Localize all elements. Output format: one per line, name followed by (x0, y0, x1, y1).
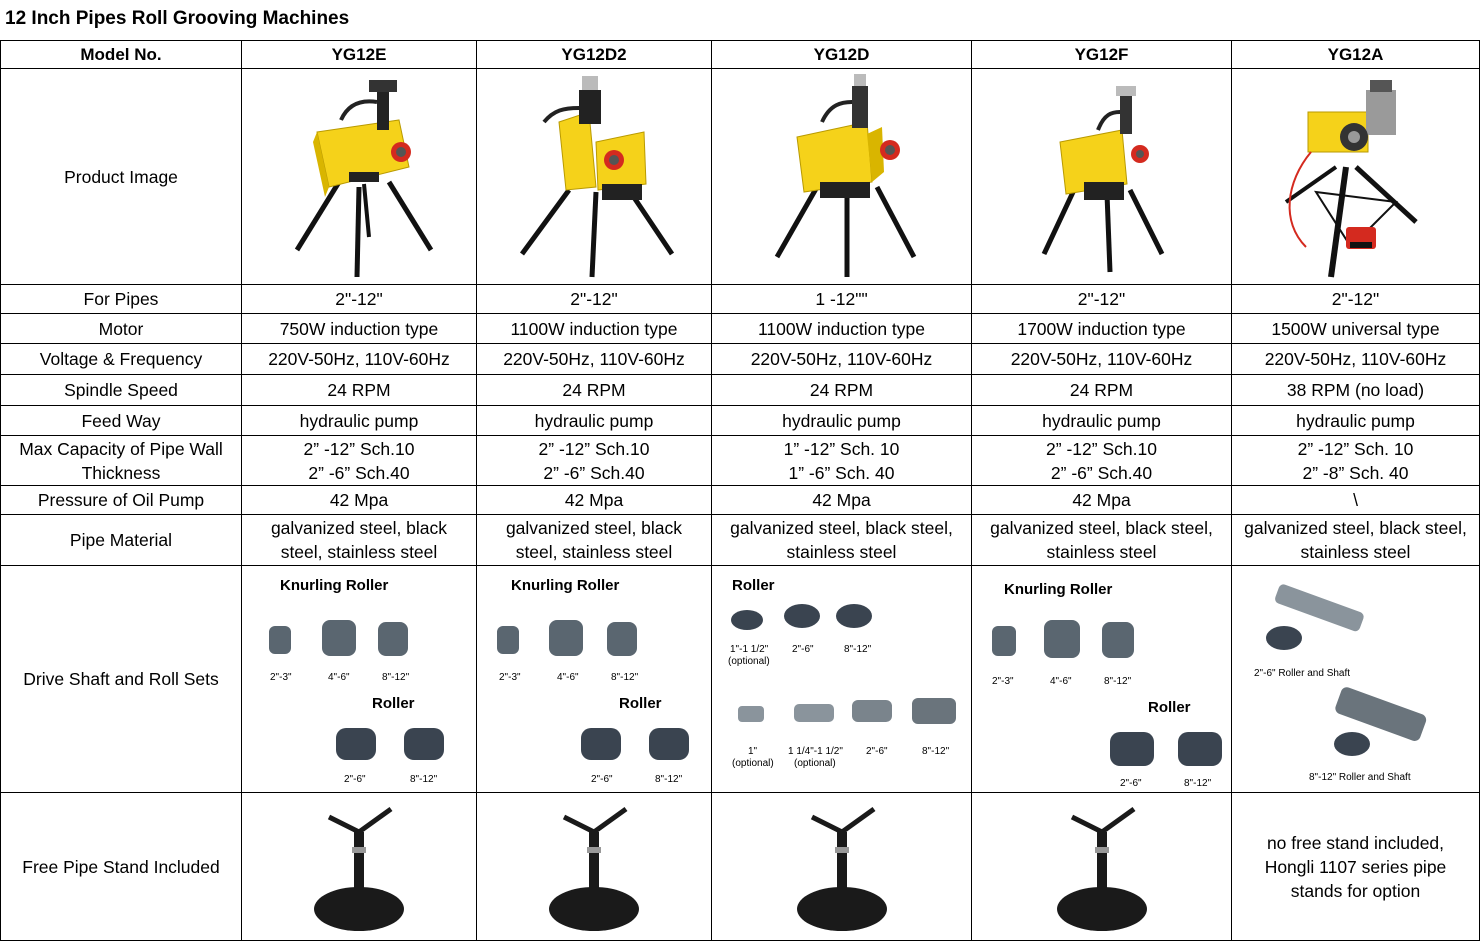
value-cell: 42 Mpa (712, 486, 972, 515)
value-cell: 1100W induction type (477, 314, 712, 344)
size-label: 4"-6" (1050, 676, 1072, 687)
roller-label: Roller (1148, 699, 1191, 716)
size-label: 2"-3" (270, 672, 292, 683)
row-label: Motor (1, 314, 242, 344)
row-feed-way (1, 406, 1480, 436)
product-image-yg12d2 (477, 69, 712, 285)
product-image-yg12d (712, 69, 972, 285)
optional-label: (optional) (728, 656, 770, 667)
value-cell: 2” -12” Sch. 10 2” -8” Sch. 40 (1232, 436, 1480, 486)
shaft-icon (794, 704, 834, 722)
size-label: 1" (748, 746, 758, 757)
value-cell: 42 Mpa (972, 486, 1232, 515)
value-cell: 220V-50Hz, 110V-60Hz (712, 344, 972, 375)
row-label: Voltage & Frequency (1, 344, 242, 375)
row-oil-pressure (1, 486, 1480, 515)
value-cell: 220V-50Hz, 110V-60Hz (972, 344, 1232, 375)
value-cell: 24 RPM (972, 375, 1232, 406)
roller-icon (497, 626, 519, 654)
row-voltage (1, 344, 1480, 375)
value-cell: 220V-50Hz, 110V-60Hz (242, 344, 477, 375)
header-label: Model No. (1, 41, 242, 69)
roll-set-illustration (974, 568, 1229, 790)
size-label: 2"-6" (1120, 778, 1142, 789)
product-image-label: Product Image (1, 69, 242, 285)
product-image-yg12f (972, 69, 1232, 285)
roller-icon (992, 626, 1016, 656)
caption: 8"-12" Roller and Shaft (1308, 772, 1411, 783)
value-cell: 220V-50Hz, 110V-60Hz (477, 344, 712, 375)
value-cell: 1700W induction type (972, 314, 1232, 344)
shaft-icon (1273, 583, 1364, 633)
value-cell: galvanized steel, black steel, stainless steel (477, 515, 712, 566)
roller-icon (336, 728, 376, 760)
optional-label: (optional) (794, 758, 836, 769)
product-image-row (1, 69, 1480, 285)
model-yg12a: YG12A (1232, 41, 1480, 69)
spec-table (0, 40, 1480, 941)
roll-set-yg12e (242, 566, 477, 793)
roll-set-illustration (714, 568, 969, 790)
value-cell: 2"-12" (1232, 285, 1480, 314)
page-title: 12 Inch Pipes Roll Grooving Machines (5, 8, 350, 29)
shaft-icon (852, 700, 892, 722)
grooving-machine-icon (269, 72, 449, 282)
roller-icon (269, 626, 291, 654)
knurling-roller-label: Knurling Roller (511, 577, 620, 594)
grooving-machine-icon (752, 72, 932, 282)
size-label: 4"-6" (557, 672, 579, 683)
model-yg12f: YG12F (972, 41, 1232, 69)
row-label: Free Pipe Stand Included (1, 793, 242, 941)
row-for-pipes (1, 285, 1480, 314)
roller-icon (581, 728, 621, 760)
roller-icon (1102, 622, 1134, 658)
value-cell: galvanized steel, black steel, stainless steel (242, 515, 477, 566)
value-cell: 1100W induction type (712, 314, 972, 344)
roller-label: Roller (732, 577, 775, 594)
row-label: For Pipes (1, 285, 242, 314)
roll-set-illustration (1234, 568, 1478, 790)
grooving-machine-icon (1266, 72, 1446, 282)
roller-icon (731, 610, 763, 630)
roller-icon (404, 728, 444, 760)
value-cell: 1500W universal type (1232, 314, 1480, 344)
size-label: 8"-12" (611, 672, 639, 683)
stand-yg12e (242, 793, 477, 941)
size-label: 8"-12" (1184, 778, 1212, 789)
pipe-stand-icon (1042, 797, 1162, 937)
value-cell: 2"-12" (242, 285, 477, 314)
value-cell: 38 RPM (no load) (1232, 375, 1480, 406)
value-cell: 220V-50Hz, 110V-60Hz (1232, 344, 1480, 375)
model-yg12d2: YG12D2 (477, 41, 712, 69)
row-label: Drive Shaft and Roll Sets (1, 566, 242, 793)
roller-icon (549, 620, 583, 656)
product-image-yg12a (1232, 69, 1480, 285)
product-image-yg12e (242, 69, 477, 285)
value-cell: 2” -12” Sch.10 2” -6” Sch.40 (242, 436, 477, 486)
row-label: Spindle Speed (1, 375, 242, 406)
value-cell: \ (1232, 486, 1480, 515)
value-cell: 1 -12"" (712, 285, 972, 314)
row-pipe-material (1, 515, 1480, 566)
roller-icon (1178, 732, 1222, 766)
size-label: 8"-12" (382, 672, 410, 683)
knurling-roller-label: Knurling Roller (1004, 581, 1113, 598)
roller-icon (649, 728, 689, 760)
shaft-icon (738, 706, 764, 722)
row-drive-shaft (1, 566, 1480, 793)
row-label: Pipe Material (1, 515, 242, 566)
value-cell: 42 Mpa (477, 486, 712, 515)
pipe-stand-icon (299, 797, 419, 937)
size-label: 8"-12" (844, 644, 872, 655)
row-spindle-speed (1, 375, 1480, 406)
value-cell: galvanized steel, black steel, stainless steel (1232, 515, 1480, 566)
stand-yg12f (972, 793, 1232, 941)
value-cell: 750W induction type (242, 314, 477, 344)
pipe-stand-icon (782, 797, 902, 937)
roller-label: Roller (619, 695, 662, 712)
size-label: 1 1/4"-1 1/2" (788, 746, 843, 757)
row-max-capacity (1, 436, 1480, 486)
roller-icon (322, 620, 356, 656)
value-cell: 42 Mpa (242, 486, 477, 515)
size-label: 2"-6" (792, 644, 814, 655)
row-label: Feed Way (1, 406, 242, 436)
row-motor (1, 314, 1480, 344)
value-cell: 1” -12” Sch. 10 1” -6” Sch. 40 (712, 436, 972, 486)
value-cell: hydraulic pump (972, 406, 1232, 436)
size-label: 2"-6" (866, 746, 888, 757)
stand-yg12a-note: no free stand included, Hongli 1107 series pipe stands for option (1232, 793, 1480, 941)
roller-icon (378, 622, 408, 656)
page-title-bar (0, 0, 1481, 40)
roller-icon (1110, 732, 1154, 766)
roller-icon (836, 604, 872, 628)
row-label: Pressure of Oil Pump (1, 486, 242, 515)
value-cell: hydraulic pump (242, 406, 477, 436)
stand-yg12d (712, 793, 972, 941)
roll-set-yg12f (972, 566, 1232, 793)
roller-icon (784, 604, 820, 628)
row-pipe-stand (1, 793, 1480, 941)
size-label: 2"-6" (591, 774, 613, 785)
value-cell: galvanized steel, black steel, stainless steel (972, 515, 1232, 566)
value-cell: hydraulic pump (477, 406, 712, 436)
roller-label: Roller (372, 695, 415, 712)
size-label: 1"-1 1/2" (730, 644, 769, 655)
size-label: 8"-12" (410, 774, 438, 785)
pipe-stand-icon (534, 797, 654, 937)
value-cell: 24 RPM (477, 375, 712, 406)
roll-set-yg12d2 (477, 566, 712, 793)
size-label: 8"-12" (922, 746, 950, 757)
value-cell: 2"-12" (477, 285, 712, 314)
roller-icon (1044, 620, 1080, 658)
stand-yg12d2 (477, 793, 712, 941)
size-label: 2"-6" (344, 774, 366, 785)
knurling-roller-label: Knurling Roller (280, 577, 389, 594)
grooving-machine-icon (1012, 72, 1192, 282)
roller-icon (1266, 626, 1302, 650)
size-label: 2"-3" (992, 676, 1014, 687)
grooving-machine-icon (504, 72, 684, 282)
value-cell: 24 RPM (242, 375, 477, 406)
shaft-icon (912, 698, 956, 724)
size-label: 4"-6" (328, 672, 350, 683)
roller-icon (607, 622, 637, 656)
roll-set-illustration (479, 568, 709, 790)
roll-set-yg12a (1232, 566, 1480, 793)
model-yg12e: YG12E (242, 41, 477, 69)
value-cell: hydraulic pump (1232, 406, 1480, 436)
value-cell: galvanized steel, black steel, stainless steel (712, 515, 972, 566)
row-label: Max Capacity of Pipe Wall Thickness (1, 436, 242, 486)
value-cell: 2"-12" (972, 285, 1232, 314)
header-row (1, 41, 1480, 69)
value-cell: 24 RPM (712, 375, 972, 406)
roll-set-yg12d (712, 566, 972, 793)
size-label: 8"-12" (655, 774, 683, 785)
caption: 2"-6" Roller and Shaft (1253, 668, 1350, 679)
roll-set-illustration (244, 568, 474, 790)
optional-label: (optional) (732, 758, 774, 769)
size-label: 2"-3" (499, 672, 521, 683)
value-cell: 2” -12” Sch.10 2” -6” Sch.40 (972, 436, 1232, 486)
roller-icon (1334, 732, 1370, 756)
model-yg12d: YG12D (712, 41, 972, 69)
value-cell: 2” -12” Sch.10 2” -6” Sch.40 (477, 436, 712, 486)
size-label: 8"-12" (1104, 676, 1132, 687)
value-cell: hydraulic pump (712, 406, 972, 436)
